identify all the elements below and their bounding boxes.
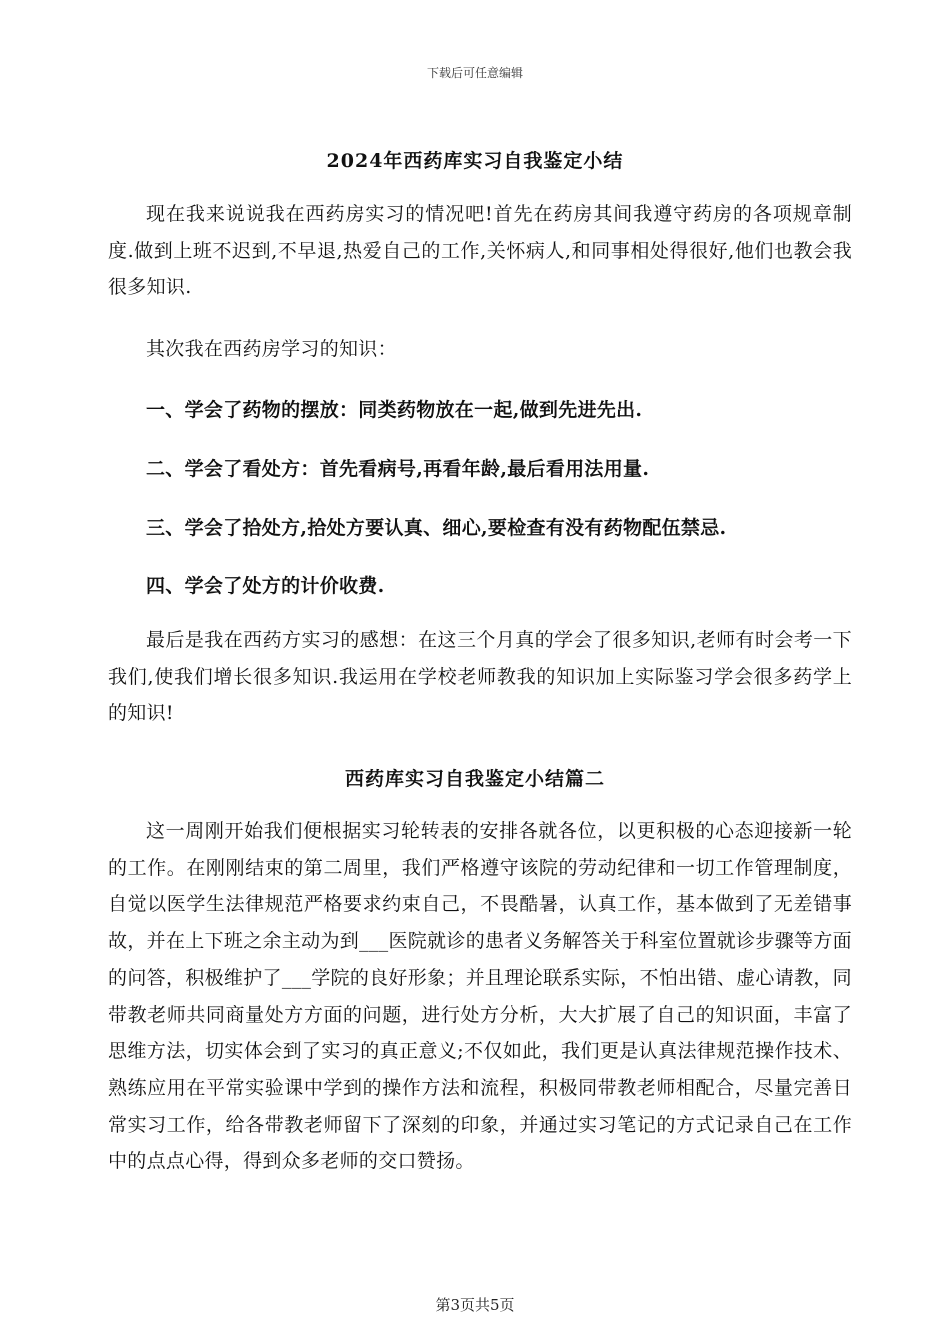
paragraph-reflection: 最后是我在西药方实习的感想：在这三个月真的学会了很多知识,老师有时会考一下我们,使我们增长很多知识.我运用在学校老师教我的知识加上实际鉴习学会很多药学上的知识! [108, 629, 852, 724]
page-header: 下载后可任意编辑 [426, 66, 523, 80]
list-item-3: 三、学会了拾处方,拾处方要认真、细心,要检查有没有药物配伍禁忌. [146, 517, 727, 539]
list-item-1: 一、学会了药物的摆放：同类药物放在一起,做到先进先出. [146, 399, 643, 421]
document-title: 2024年西药库实习自我鉴定小结 [326, 150, 624, 172]
paragraph-intro: 现在我来说说我在西药房实习的情况吧!首先在药房其间我遵守药房的各项规章制度.做到上班不迟到,不早退,热爱自己的工作,关怀病人,和同事相处得很好,他们也教会我很多知识. [108, 203, 852, 298]
paragraph-knowledge-heading: 其次我在西药房学习的知识： [146, 338, 397, 360]
paragraph-body: 这一周刚开始我们便根据实习轮转表的安排各就各位，以更积极的心态迎接新一轮的工作。在刚刚结束的第二周里，我们严格遵守该院的劳动纪律和一切工作管理制度，自觉以医学生法律规范严格要求约束自己，不畏酷暑，认真工作，基本做到了无差错事故，并在上下班之余主动为到___医院就诊的患者义务解答关于科室位置就诊步骤等方面的问答，积极维护了___学院的良好形象；并且理论联系实际，不怕出错、虚心请教，同带教老师共同商量处方方面的问题，进行处方分析，大大扩展了自己的知识面，丰富了思维方法，切实体会到了实习的真正意义;不仅如此，我们更是认真法律规范操作技术、熟练应用在平常实验课中学到的操作方法和流程，积极同带教老师相配合，尽量完善日常实习工作，给各带教老师留下了深刻的印象，并通过实习笔记的方式记录自己在工作中的点点心得，得到众多老师的交口赞扬。 [108, 820, 852, 1173]
list-item-2: 二、学会了看处方：首先看病号,再看年龄,最后看用法用量. [146, 458, 650, 480]
page-number: 第3页共5页 [435, 1296, 515, 1314]
section-title: 西药库实习自我鉴定小结篇二 [344, 768, 605, 790]
list-item-4: 四、学会了处方的计价收费. [146, 575, 385, 597]
